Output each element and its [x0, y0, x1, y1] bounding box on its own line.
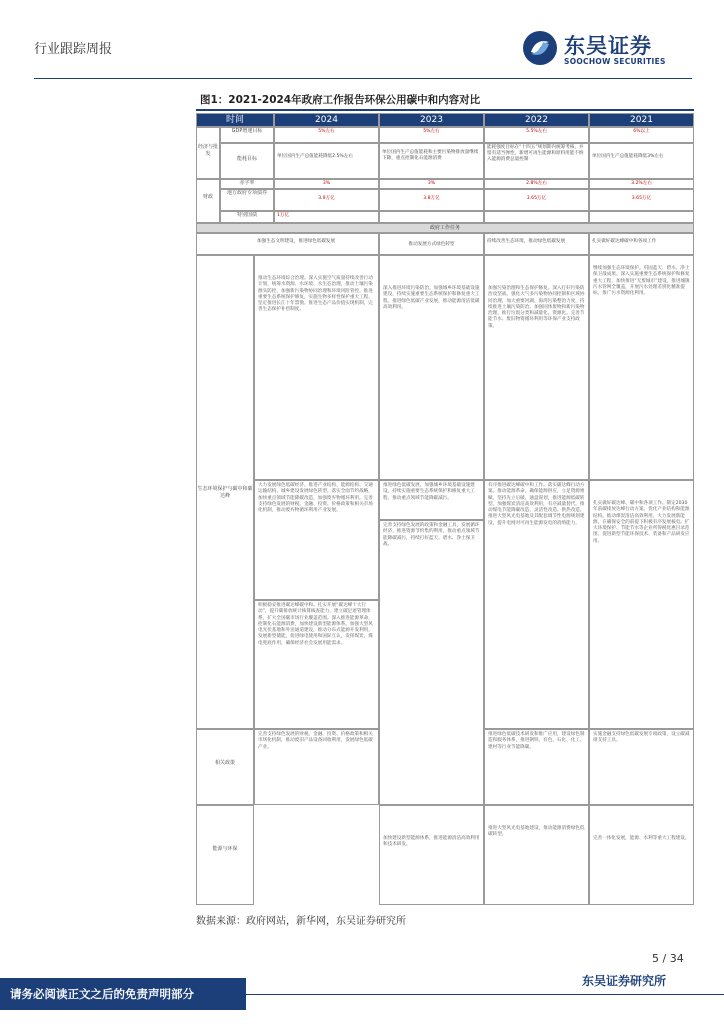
- figure-title: 图1：2021-2024年政府工作报告环保公用碳中和内容对比: [200, 94, 481, 106]
- cell-bonds-2022: 3.65万亿: [484, 189, 589, 211]
- block-2021-energy: 完善一体化发展，能源、水利等重大工程建设。: [589, 805, 694, 905]
- row-group-fiscal: 财政: [196, 179, 220, 223]
- block-2021-finance: 实施金融支持绿色低碳发展专项政策，设立碳减排支持工具。: [589, 729, 694, 805]
- disclaimer-banner: [0, 978, 246, 1010]
- cell-treasury-2021: [589, 211, 694, 223]
- data-source: 数据来源：政府网站，新华网，东吴证券研究所: [196, 916, 406, 927]
- table-header-2022: 2022: [484, 113, 589, 127]
- company-logo: [522, 28, 692, 72]
- side-label-eco: 生态环境保护与碳中和碳达峰: [196, 255, 254, 729]
- cell-treasury-2022: [484, 211, 589, 223]
- figure-title-rule: [196, 109, 694, 111]
- section-head-2024: 加强生态文明建设，推进绿色低碳发展: [196, 233, 379, 255]
- soochow-logo-icon: [522, 30, 558, 66]
- cell-deficit-2024: 3%: [274, 179, 379, 189]
- section-title-tasks: 政府工作任务: [196, 223, 694, 233]
- report-category: 行业跟踪周报: [34, 42, 113, 57]
- disclaimer-text: 请务必阅读正文之后的免责声明部分: [10, 987, 194, 1001]
- block-2024-green-economy: 大力发展绿色低碳经济。推进产业结构、能源结构、交通运输结构、城乡建设发展绿色转型。落实全面节约战略，加快重点领域节能降碳改造，加强废弃物循环利用。完善支持绿色发展的财税、金融、投资、价格政策和相关市场化机制，推动废弃物循环利用产业发展。: [254, 480, 379, 600]
- block-2023-finance: 完善支持绿色发展的政策和金融工具，发展循环经济，推进资源节约集约利用，推动重点领域节能降碳减污，持续打好蓝天、碧水、净土保卫战。: [379, 520, 484, 805]
- table-header-2024: 2024: [274, 113, 379, 127]
- cell-energy-2024: 单位国内生产总值能耗降低2.5%左右: [274, 143, 379, 179]
- block-2024-policy: 完善支持绿色发展的财税、金融、投资、价格政策和相关市场化机制，推动废旧产品设备回收利用，发展绿色低碳产业。: [254, 729, 379, 805]
- row-label-treasury: 特别国债: [220, 211, 274, 223]
- cell-bonds-2021: 3.65万亿: [589, 189, 694, 211]
- block-2024-carbon-peak: 积极稳妥推进碳达峰碳中和。扎实开展“碳达峰十大行动”，提升碳排放统计核算核查能力，建立碳足迹管理体系，扩大全国碳市场行业覆盖范围。深入推进能源革命，控制化石能源消费，加快建设新型能源体系。加强大型风电光伏基地和外送通道建设，推动分布式能源开发利用，发展新型储能，促进绿电使用和国际互认，发挥煤炭、煤电兜底作用，确保经济社会发展用能需求。: [254, 600, 379, 729]
- side-label-policy: 相关政策: [196, 729, 254, 805]
- row-label-special-bonds: 地方政府专项债券: [220, 189, 274, 211]
- cell-gdp-2023: 5%左右: [379, 127, 484, 143]
- block-2022-energy: 推进大型风光电基地建设，推动能源消费绿色低碳转型。: [484, 805, 589, 905]
- block-2023-pollution: 深入推进环境污染防治。加强城乡环境基础设施建设，持续实施重要生态系统保护和修复重大工程。推进绿色低碳产业发展，推动能源清洁低碳高效利用。: [379, 255, 484, 480]
- block-2022-carbon: 有序推进碳达峰碳中和工作。落实碳达峰行动方案。推动能源革命，确保能源供应，立足资源禀赋，坚持先立后破、通盘谋划，推进能源低碳转型。加强煤炭清洁高效利用，有序减量替代，推动煤电节能降碳改造、灵活性改造、供热改造。推进大型风光电基地及其配套调节性电源规划建设，提升电网对可再生能源发电的消纳能力。: [484, 480, 589, 729]
- logo-text-cn: 东吴证券: [564, 34, 652, 58]
- block-2021-eco: 继续加强生态环境保护。巩固蓝天、碧水、净土保卫战成果。深入实施重要生态系统保护和修复重大工程，加快推进“无废城市”建设，推进城镇污水管网全覆盖，开展污水处理差别化精准提标，推广污水资源化利用。: [589, 255, 694, 480]
- comparison-table: [196, 113, 694, 905]
- cell-deficit-2022: 2.8%左右: [484, 179, 589, 189]
- logo-text-en: SOOCHOW SECURITIES: [564, 57, 666, 66]
- cell-treasury-2023: [379, 211, 484, 223]
- block-2024-eco-governance: 推动生态环境综合治理。深入实施空气质量持续改善行动计划，统筹水资源、水环境、水生态治理，推动土壤污染源头防控，加强新污染物协同治理和环境风险管控。推进重要生态系统保护修复，实施生物多样性保护重大工程，坚定推进长江十年禁渔。推进生态产品价值实现机制，完善生态保护补偿制度。: [254, 255, 379, 480]
- cell-energy-2021: 单位国内生产总值能耗降低3%左右: [589, 143, 694, 179]
- table-header-2023: 2023: [379, 113, 484, 127]
- header-divider: [34, 78, 692, 79]
- row-label-deficit: 赤字率: [220, 179, 274, 189]
- page-number: 5 / 34: [652, 952, 684, 965]
- side-label-energy: 能源与环保: [196, 805, 254, 905]
- row-label-energy-target: 能耗目标: [220, 143, 274, 179]
- row-group-economy: 经济与批发: [196, 127, 220, 179]
- cell-gdp-2022: 5.5%左右: [484, 127, 589, 143]
- section-head-2022: 持续改善生态环境，推动绿色低碳发展: [484, 233, 589, 255]
- block-2021-carbon: 扎实做好碳达峰、碳中和各项工作。制定2030年前碳排放达峰行动方案。优化产业结构和能源结构。推动煤炭清洁高效利用，大力发展新能源，在确保安全的前提下积极有序发展核电。扩大环境保护、节能节水等企业所得税优惠目录范围，促进新型节能环保技术、装备和产品研发应用。: [589, 480, 694, 729]
- cell-gdp-2021: 6%以上: [589, 127, 694, 143]
- cell-energy-2023: 单位国内生产总值能耗和主要污染物排放量继续下降，重点控制化石能源消费: [379, 143, 484, 179]
- footer-divider: [246, 994, 724, 995]
- cell-energy-2022: 能耗强度目标在“十四五”规划期内统筹考核，并留有适当弹性，新增可再生能源和原料用能不纳入能源消费总量控制: [484, 143, 589, 179]
- block-2022-tech: 推进绿色低碳技术研发和推广应用，建设绿色制造和服务体系，推进钢铁、有色、石化、化工、建材等行业节能降碳。: [484, 729, 589, 805]
- block-2023-green-dev: 推进绿色低碳发展，加强城乡环境基础设施建设，持续实施重要生态系统保护和修复重大工程，推动重点领域节能降碳减污。: [379, 480, 484, 520]
- cell-deficit-2023: 3%: [379, 179, 484, 189]
- block-2022-pollution: 加强污染治理和生态保护修复。深入打好污染防治攻坚战。强化大气多污染物协同控制和区域协同治理，加大重要河湖、海湾污染整治力度，持续推进土壤污染防治。加强固体废物和新污染物治理，推行垃圾分类和减量化、资源化。完善节能节水、废旧物资循环利用等环保产业支持政策。: [484, 255, 589, 480]
- table-header-time: 时间: [196, 113, 274, 127]
- block-2023-energy: 加快建设新型能源体系，推进能源清洁高效利用和技术研发。: [379, 805, 484, 905]
- cell-bonds-2024: 3.9万亿: [274, 189, 379, 211]
- cell-bonds-2023: 3.8万亿: [379, 189, 484, 211]
- institute-name: 东吴证券研究所: [582, 974, 667, 988]
- section-head-2023: 推动发展方式绿色转型: [379, 233, 484, 255]
- cell-treasury-2024: 1万亿: [274, 211, 379, 223]
- table-header-2021: 2021: [589, 113, 694, 127]
- row-label-gdp: GDP增速目标: [220, 127, 274, 143]
- cell-deficit-2021: 3.2%左右: [589, 179, 694, 189]
- cell-gdp-2024: 5%左右: [274, 127, 379, 143]
- section-head-2021: 扎实做好碳达峰碳中和各项工作: [589, 233, 694, 255]
